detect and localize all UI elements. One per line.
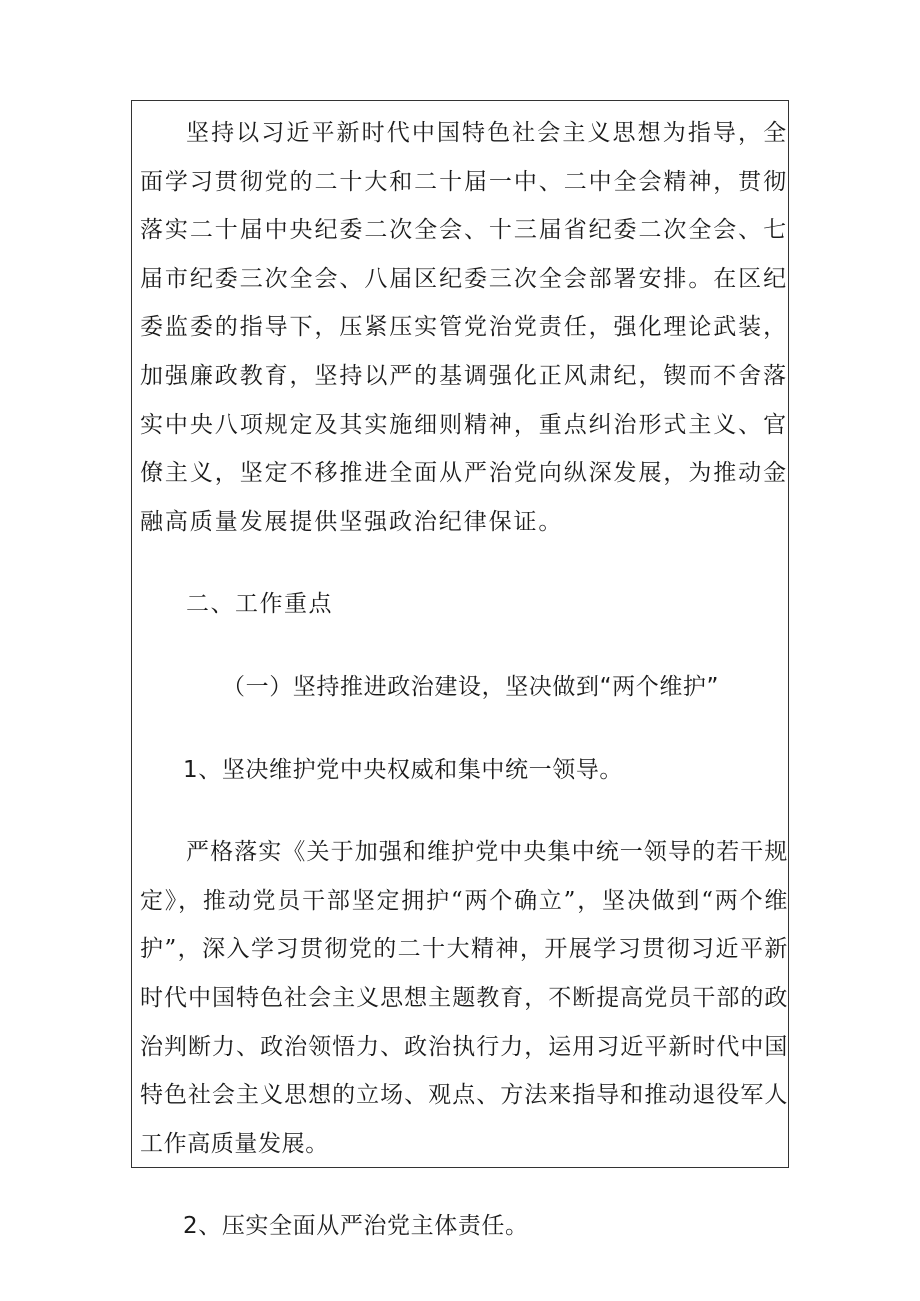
item-2-heading: 2、压实全面从严治党主体责任。	[183, 1213, 529, 1240]
subsection-heading: （一）坚持推进政治建设，坚决做到“两个维护”	[222, 673, 720, 700]
item-1-paragraph: 严格落实《关于加强和维护党中央集中统一领导的若干规定》，推动党员干部坚定拥护“两个确立”，坚决做到“两个维护”，深入学习贯彻党的二十大精神，开展学习贯彻习近平新时代中国特色社会主义思想主题教育，不断提高党员干部的政治判断力、政治领悟力、政治执行力，运用习近平新时代中国特色社会主义思想的立场、观点、方法来指导和推动退役军人工作高质量发展。	[140, 839, 788, 1157]
item-1-heading: 1、坚决维护党中央权威和集中统一领导。	[183, 756, 624, 783]
intro-paragraph: 坚持以习近平新时代中国特色社会主义思想为指导，全面学习贯彻党的二十大和二十届一中、二中全会精神，贯彻落实二十届中央纪委二次全会、十三届省纪委二次全会、七届市纪委三次全会、八届区纪委三次全会部署安排。在区纪委监委的指导下，压紧压实管党治党责任，强化理论武装，加强廉政教育，坚持以严的基调强化正风肃纪，锲而不舍落实中央八项规定及其实施细则精神，重点纠治形式主义、官僚主义，坚定不移推进全面从严治党向纵深发展，为推动金融高质量发展提供坚强政治纪律保证。	[140, 120, 788, 535]
document-body	[140, 109, 788, 1251]
section-heading: 二、工作重点	[186, 591, 333, 618]
